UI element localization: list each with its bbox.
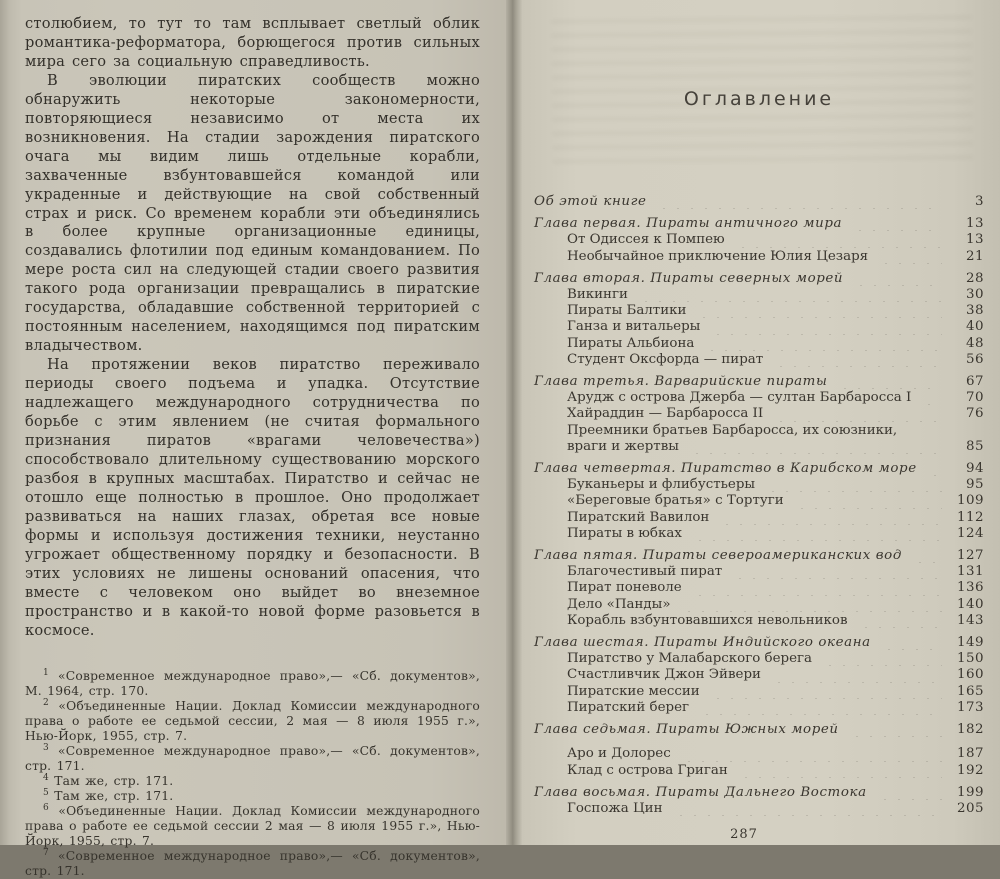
toc-page-number: 149 — [956, 635, 984, 651]
footnote-number: 4 — [43, 773, 49, 784]
footnote: $^6$ «Объединенные Нации. Доклад Комиссии международного права о работе ее седьмой сессии 2 мая — 8 июля 1955 г.», Нью-Йорк, 1955, стр. 7. — [25, 803, 480, 849]
toc-page-number: 165 — [956, 683, 984, 699]
toc-entry — [534, 271, 984, 287]
body-paragraph: В эволюции пиратских сообществ можно обнаружить некоторые закономерности, повторяющиеся независимо от места их возникновения. На стадии зарождения пиратского очага мы видим лишь отдельные корабли, захваченные взбунтовавшейся командой или украденные и действующие на свой собственный страх и риск. Со временем корабли эти объединялись в более крупные организационные единицы, создавались флотилии под единым командованием. По мере роста сил на следующей стадии своего развития такого рода организации превращались в пиратские государства, обладавшие собственной территорией с постоянным населением, находящимся под пиратским владычеством. — [25, 71, 480, 355]
toc-entry-label: враги и жертвы — [567, 438, 679, 454]
toc-page-number: 109 — [956, 493, 984, 509]
toc-page-number: 131 — [956, 564, 984, 580]
footnote-number: 6 — [43, 803, 49, 814]
toc-page-number: 13 — [965, 216, 984, 232]
toc-page-number: 94 — [965, 461, 984, 477]
toc-entry-label: Пиратство у Малабарского берега — [567, 651, 813, 667]
toc-page-number: 112 — [956, 509, 984, 525]
toc-entry-label: Глава первая. Пираты античного мира — [534, 216, 843, 232]
dot-leader — [709, 322, 942, 335]
toc-page-number: 124 — [956, 525, 984, 541]
dot-leader — [734, 235, 942, 248]
toc-entry — [534, 461, 984, 477]
toc-entry — [534, 722, 984, 738]
dot-leader — [691, 583, 942, 596]
toc-title: Оглавление — [683, 88, 835, 110]
dot-leader — [688, 441, 942, 454]
body-text — [25, 15, 480, 640]
dot-leader — [703, 338, 942, 351]
dot-leader — [920, 392, 942, 405]
toc-page-number: 150 — [956, 651, 984, 667]
toc-entry-label: Благочестивый пират — [567, 564, 723, 580]
dot-leader — [698, 702, 942, 715]
dot-leader — [772, 409, 942, 422]
toc-entry — [534, 651, 984, 667]
toc-page-number: 85 — [965, 438, 984, 454]
dot-leader — [848, 724, 942, 737]
page-number: 287 — [730, 827, 758, 843]
toc-entry-label: Корабль взбунтовавшихся невольников — [567, 612, 848, 628]
toc-entry — [534, 801, 984, 817]
toc-page-number: 187 — [956, 746, 984, 762]
toc-page-number: 199 — [956, 784, 984, 800]
dot-leader — [655, 196, 942, 209]
dot-leader — [709, 686, 942, 699]
toc-entry-label: Глава седьмая. Пираты Южных морей — [534, 722, 839, 738]
toc-entry-label: Глава пятая. Пираты североамериканских вод — [534, 548, 902, 564]
toc-entry-label: Аро и Долорес — [567, 746, 671, 762]
toc-entry-label: Пират поневоле — [567, 580, 682, 596]
body-paragraph: На протяжении веков пиратство переживало периоды своего подъема и упадка. Отсутствие надлежащего международного сотрудничества по борьбе с этим явлением (не считая формального признания пиратов «врагами человечества») способствовало длительному существованию морского разбоя в крупных масштабах. Пиратство и сейчас не отошло еще полностью в прошлое. Оно продолжает развиваться на наших глазах, обретая все новые формы и используя достижения техники, неустанно угрожает общественному порядку и безопасности. В этих условиях не лишены оснований опасения, что вместе с человеком оно выйдет во внеземное пространство и в какой-то новой форме разовьется в космосе. — [25, 356, 480, 639]
footnote-number: 1 — [43, 668, 49, 679]
dot-leader — [880, 637, 942, 650]
toc-entry-label: Глава шестая. Пираты Индийского океана — [534, 635, 871, 651]
toc-entry-label: Глава третья. Варварийские пираты — [534, 374, 828, 390]
toc-entry — [534, 597, 984, 613]
toc-entry-label: Преемники братьев Барбаросса, их союзники, — [567, 422, 898, 438]
toc-entry — [534, 746, 984, 762]
toc-entry — [534, 423, 984, 439]
toc-page-number: 13 — [965, 232, 984, 248]
toc-entry-label: Пираты Балтики — [567, 303, 687, 319]
toc-entry — [534, 194, 984, 210]
toc-page-number: 76 — [965, 406, 984, 422]
toc-entry — [534, 287, 984, 303]
toc-page-number: 140 — [956, 596, 984, 612]
dot-leader — [680, 599, 942, 612]
footnote: $^5$ Там же, стр. 171. — [43, 788, 174, 804]
footnotes — [25, 669, 480, 879]
toc-entry-label: Пиратский Вавилон — [567, 509, 710, 525]
dot-leader — [852, 273, 942, 286]
toc-entry — [534, 548, 984, 564]
toc-page-number: 67 — [965, 374, 984, 390]
toc-entry — [534, 439, 984, 455]
toc-entry — [534, 684, 984, 700]
toc-entry-label: От Одиссея к Помпею — [567, 232, 725, 248]
toc-page-number: 95 — [965, 477, 984, 493]
toc-entry-label: Дело «Панды» — [567, 596, 671, 612]
toc-entry-label: Ганза и витальеры — [567, 319, 701, 335]
toc-entry-label: Клад с острова Григан — [567, 762, 728, 778]
toc-page-number: 160 — [956, 667, 984, 683]
body-paragraph: столюбием, то тут то там всплывает светлый облик романтика-реформатора, борющегося против сильных мира сего за социальную справедливость. — [25, 15, 480, 70]
toc-entry-label: Хайраддин — Барбаросса II — [567, 406, 764, 422]
dot-leader — [731, 566, 942, 579]
dot-leader — [911, 550, 942, 563]
toc-entry-label: Счастливчик Джон Эйвери — [567, 667, 761, 683]
toc-entry — [534, 613, 984, 629]
dot-leader — [851, 218, 942, 231]
dot-leader — [877, 251, 942, 264]
toc-entry — [534, 319, 984, 335]
book-gutter — [506, 0, 522, 845]
footnote-number: 3 — [43, 743, 49, 754]
footnote: $^2$ «Объединенные Нации. Доклад Комиссии международного права о работе ее седьмой сессии, 2 мая — 8 июля 1955 г.», Нью-Йорк, 1955, стр. 7. — [25, 698, 480, 744]
toc-entry — [534, 763, 984, 779]
dot-leader — [680, 749, 942, 762]
dot-leader — [691, 528, 942, 541]
toc-page-number: 70 — [965, 390, 984, 406]
toc-page-number: 30 — [965, 287, 984, 303]
dot-leader — [737, 765, 942, 778]
toc-page-number: 136 — [956, 580, 984, 596]
dot-leader — [857, 615, 942, 628]
toc-entry — [534, 406, 984, 422]
dot-leader — [793, 496, 942, 509]
footnote: $^4$ Там же, стр. 171. — [43, 773, 174, 789]
toc-entry — [534, 216, 984, 232]
footnote-number: 2 — [43, 698, 49, 709]
toc-entry — [534, 580, 984, 596]
toc-entry-label: Глава четвертая. Пиратство в Карибском море — [534, 461, 917, 477]
toc-page-number: 192 — [956, 762, 984, 778]
right-page — [522, 0, 1000, 845]
dot-leader — [718, 512, 942, 525]
toc-entry-label: Пиратские мессии — [567, 683, 700, 699]
toc-page-number: 127 — [956, 548, 984, 564]
dot-leader — [876, 787, 942, 800]
toc-entry-label: Буканьеры и флибустьеры — [567, 477, 756, 493]
toc-entry-label: Арудж с острова Джерба — султан Барбаросса I — [567, 390, 912, 406]
toc-page-number: 182 — [956, 722, 984, 738]
footnote: $^3$ «Современное международное право»,— «Сб. документов», стр. 171. — [25, 743, 480, 774]
toc-entry-label: Студент Оксфорда — пират — [567, 351, 764, 367]
toc-entry — [534, 667, 984, 683]
toc-entry — [534, 352, 984, 368]
dot-leader — [695, 305, 942, 318]
toc-page-number: 21 — [965, 248, 984, 264]
toc-entry-label: Об этой книге — [534, 194, 647, 209]
footnote: $^1$ «Современное международное право»,— «Сб. документов», М. 1964, стр. 170. — [25, 668, 480, 699]
toc-page-number: 56 — [965, 351, 984, 367]
toc-entry-label: «Береговые братья» с Тортуги — [567, 493, 784, 509]
toc-entry — [534, 700, 984, 716]
toc-page-number: 143 — [956, 612, 984, 628]
toc-entry — [534, 635, 984, 651]
toc-entry — [534, 303, 984, 319]
footnote-number: 7 — [43, 848, 49, 859]
footnote-number: 5 — [43, 788, 49, 799]
dot-leader — [770, 670, 942, 683]
toc-entry — [534, 493, 984, 509]
toc-entry — [534, 785, 984, 801]
dot-leader — [836, 376, 942, 389]
toc-entry-label: Пиратский берег — [567, 699, 690, 715]
toc-entry — [534, 374, 984, 390]
footnote: $^7$ «Современное международное право»,— «Сб. документов», стр. 171. — [25, 848, 480, 879]
dot-leader — [637, 289, 942, 302]
toc-entry — [534, 526, 984, 542]
toc-entry — [534, 390, 984, 406]
toc-entry-label: Викинги — [567, 287, 628, 303]
toc-page-number: 48 — [965, 335, 984, 351]
dot-leader — [764, 479, 942, 492]
toc-entry-label: Глава восьмая. Пираты Дальнего Востока — [534, 784, 867, 800]
toc-page-number: 3 — [974, 194, 984, 209]
toc-entry — [534, 510, 984, 526]
table-of-contents — [534, 194, 984, 817]
dot-leader — [821, 653, 942, 666]
toc-page-number: 173 — [956, 699, 984, 715]
toc-entry-label: Пираты в юбках — [567, 525, 682, 541]
toc-entry — [534, 564, 984, 580]
toc-entry-label: Необычайное приключение Юлия Цезаря — [567, 248, 869, 264]
dot-leader — [772, 354, 942, 367]
toc-entry-label: Пираты Альбиона — [567, 335, 695, 351]
toc-entry-label: Глава вторая. Пираты северных морей — [534, 270, 844, 286]
dot-leader — [672, 803, 943, 816]
toc-entry — [534, 249, 984, 265]
dot-leader — [926, 463, 942, 476]
toc-page-number: 28 — [965, 270, 984, 286]
toc-entry — [534, 477, 984, 493]
toc-page-number: 40 — [965, 319, 984, 335]
toc-page-number: 38 — [965, 303, 984, 319]
toc-page-number: 205 — [956, 800, 984, 816]
toc-entry — [534, 336, 984, 352]
toc-entry-label: Госпожа Цин — [567, 800, 663, 816]
toc-entry — [534, 232, 984, 248]
